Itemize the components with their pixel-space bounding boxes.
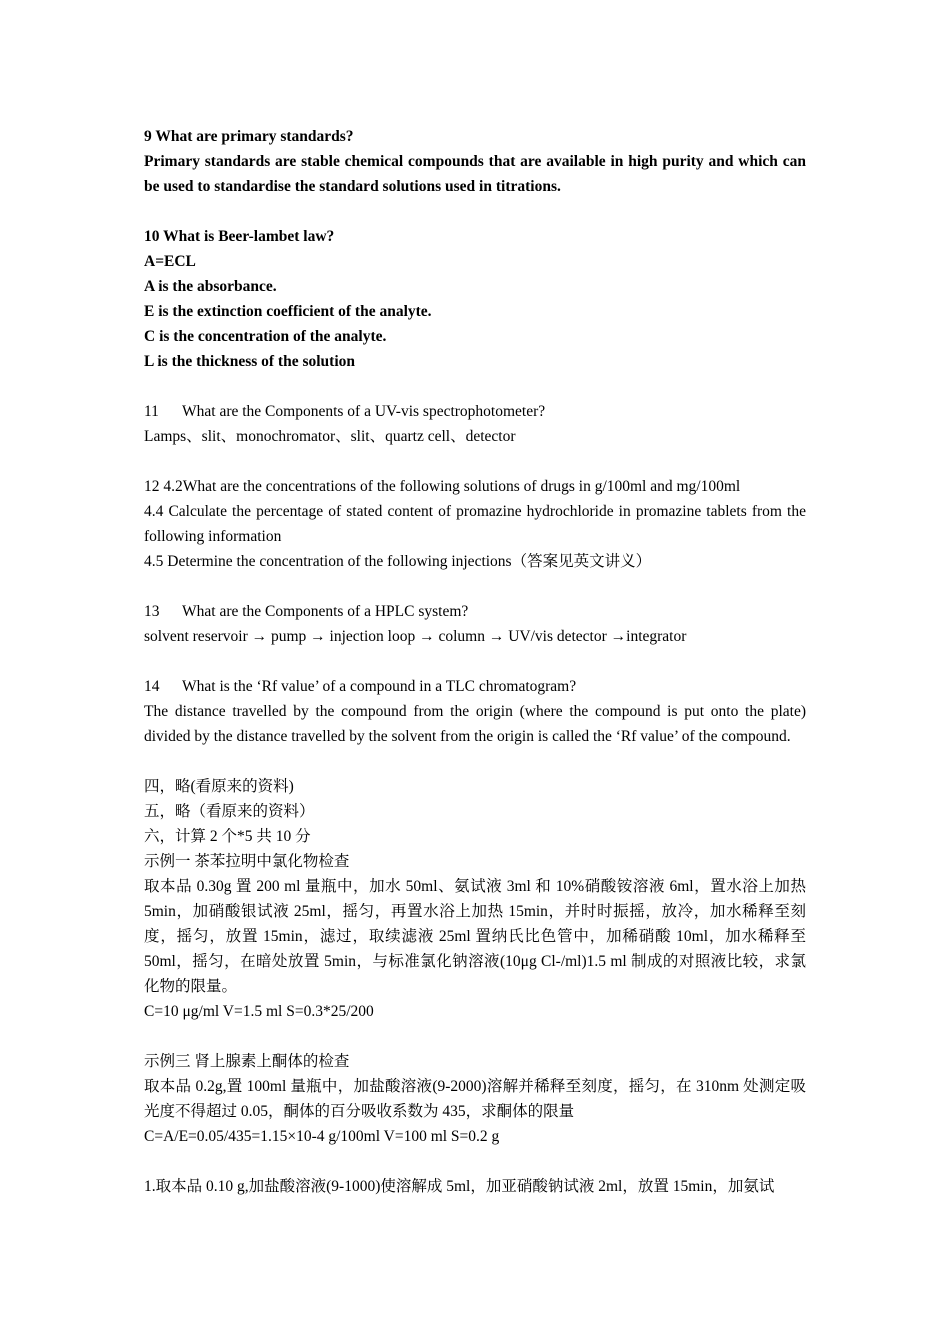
q10-title: 10 What is Beer-lambet law?: [144, 228, 335, 245]
q14-title-line: [144, 674, 806, 699]
example3-formula: C=A/E=0.05/435=1.15×10-4 g/100ml V=100 ml S=0.2 g: [144, 1128, 500, 1145]
q13-title: What are the Components of a HPLC system?: [182, 603, 469, 620]
q13-title-line: [144, 599, 806, 624]
q13-answer: solvent reservoir → pump → injection loop → column → UV/vis detector →integrator: [144, 628, 687, 645]
q10-line-l: L is the thickness of the solution: [144, 353, 356, 370]
section-6: 六，计算 2 个*5 共 10 分: [144, 828, 311, 845]
example3-title: 示例三 肾上腺素上酮体的检查: [144, 1053, 350, 1070]
q11-title: What are the Components of a UV-vis spectrophotometer?: [182, 403, 546, 420]
q9-answer: Primary standards are stable chemical compounds that are available in high purity and which can be used to standardise the standard solutions used in titrations.: [144, 153, 806, 195]
q10-line-c: C is the concentration of the analyte.: [144, 328, 387, 345]
q12-line3: 4.5 Determine the concentration of the following injections（答案见英文讲义）: [144, 553, 652, 570]
q13-number: 13: [144, 603, 160, 620]
q14-answer: The distance travelled by the compound from the origin (where the compound is put onto the plate) divided by the distance travelled by the solvent from the origin is called the ‘Rf value’ of the compound.: [144, 703, 806, 745]
q9-title: 9 What are primary standards?: [144, 128, 354, 145]
q10-line-formula: A=ECL: [144, 253, 196, 270]
document-page: [144, 124, 806, 1199]
q14-title: What is the ‘Rf value’ of a compound in a TLC chromatogram?: [182, 678, 577, 695]
q10-line-e: E is the extinction coefficient of the analyte.: [144, 303, 432, 320]
q11-title-line: [144, 399, 806, 424]
section-4: 四，略(看原来的资料): [144, 778, 294, 795]
item-1: 1.取本品 0.10 g,加盐酸溶液(9-1000)使溶解成 5ml，加亚硝酸钠试液 2ml，放置 15min，加氨试: [144, 1178, 775, 1195]
example1-title: 示例一 茶苯拉明中氯化物检查: [144, 853, 350, 870]
q12-line1: 12 4.2What are the concentrations of the following solutions of drugs in g/100ml and mg/100ml: [144, 478, 741, 495]
q11-answer: Lamps、slit、monochromator、slit、quartz cell、detector: [144, 428, 516, 445]
q12-line2: 4.4 Calculate the percentage of stated content of promazine hydrochloride in promazine tablets from the following information: [144, 503, 806, 545]
example1-body: 取本品 0.30g 置 200 ml 量瓶中，加水 50ml、氨试液 3ml 和 10%硝酸铵溶液 6ml，置水浴上加热 5min，加硝酸银试液 25ml，摇匀，再置水浴上加热 15min，并时时振摇，放冷，加水稀释至刻度，摇匀，放置 15min，滤过，取续滤液 25ml 置纳氏比色管中，加稀硝酸 10ml，加水稀释至 50ml，摇匀，在暗处放置 5min，与标准氯化钠溶液(10μg Cl-/ml)1.5 ml 制成的对照液比较，求氯化物的限量。: [144, 878, 806, 995]
q10-line-a: A is the absorbance.: [144, 278, 277, 295]
example1-formula: C=10 μg/ml V=1.5 ml S=0.3*25/200: [144, 1003, 374, 1020]
section-5: 五，略（看原来的资料）: [144, 803, 315, 820]
example3-body: 取本品 0.2g,置 100ml 量瓶中，加盐酸溶液(9-2000)溶解并稀释至刻度，摇匀，在 310nm 处测定吸光度不得超过 0.05，酮体的百分吸收系数为 435，求酮体的限量: [144, 1078, 806, 1120]
q11-number: 11: [144, 403, 159, 420]
q14-number: 14: [144, 678, 160, 695]
